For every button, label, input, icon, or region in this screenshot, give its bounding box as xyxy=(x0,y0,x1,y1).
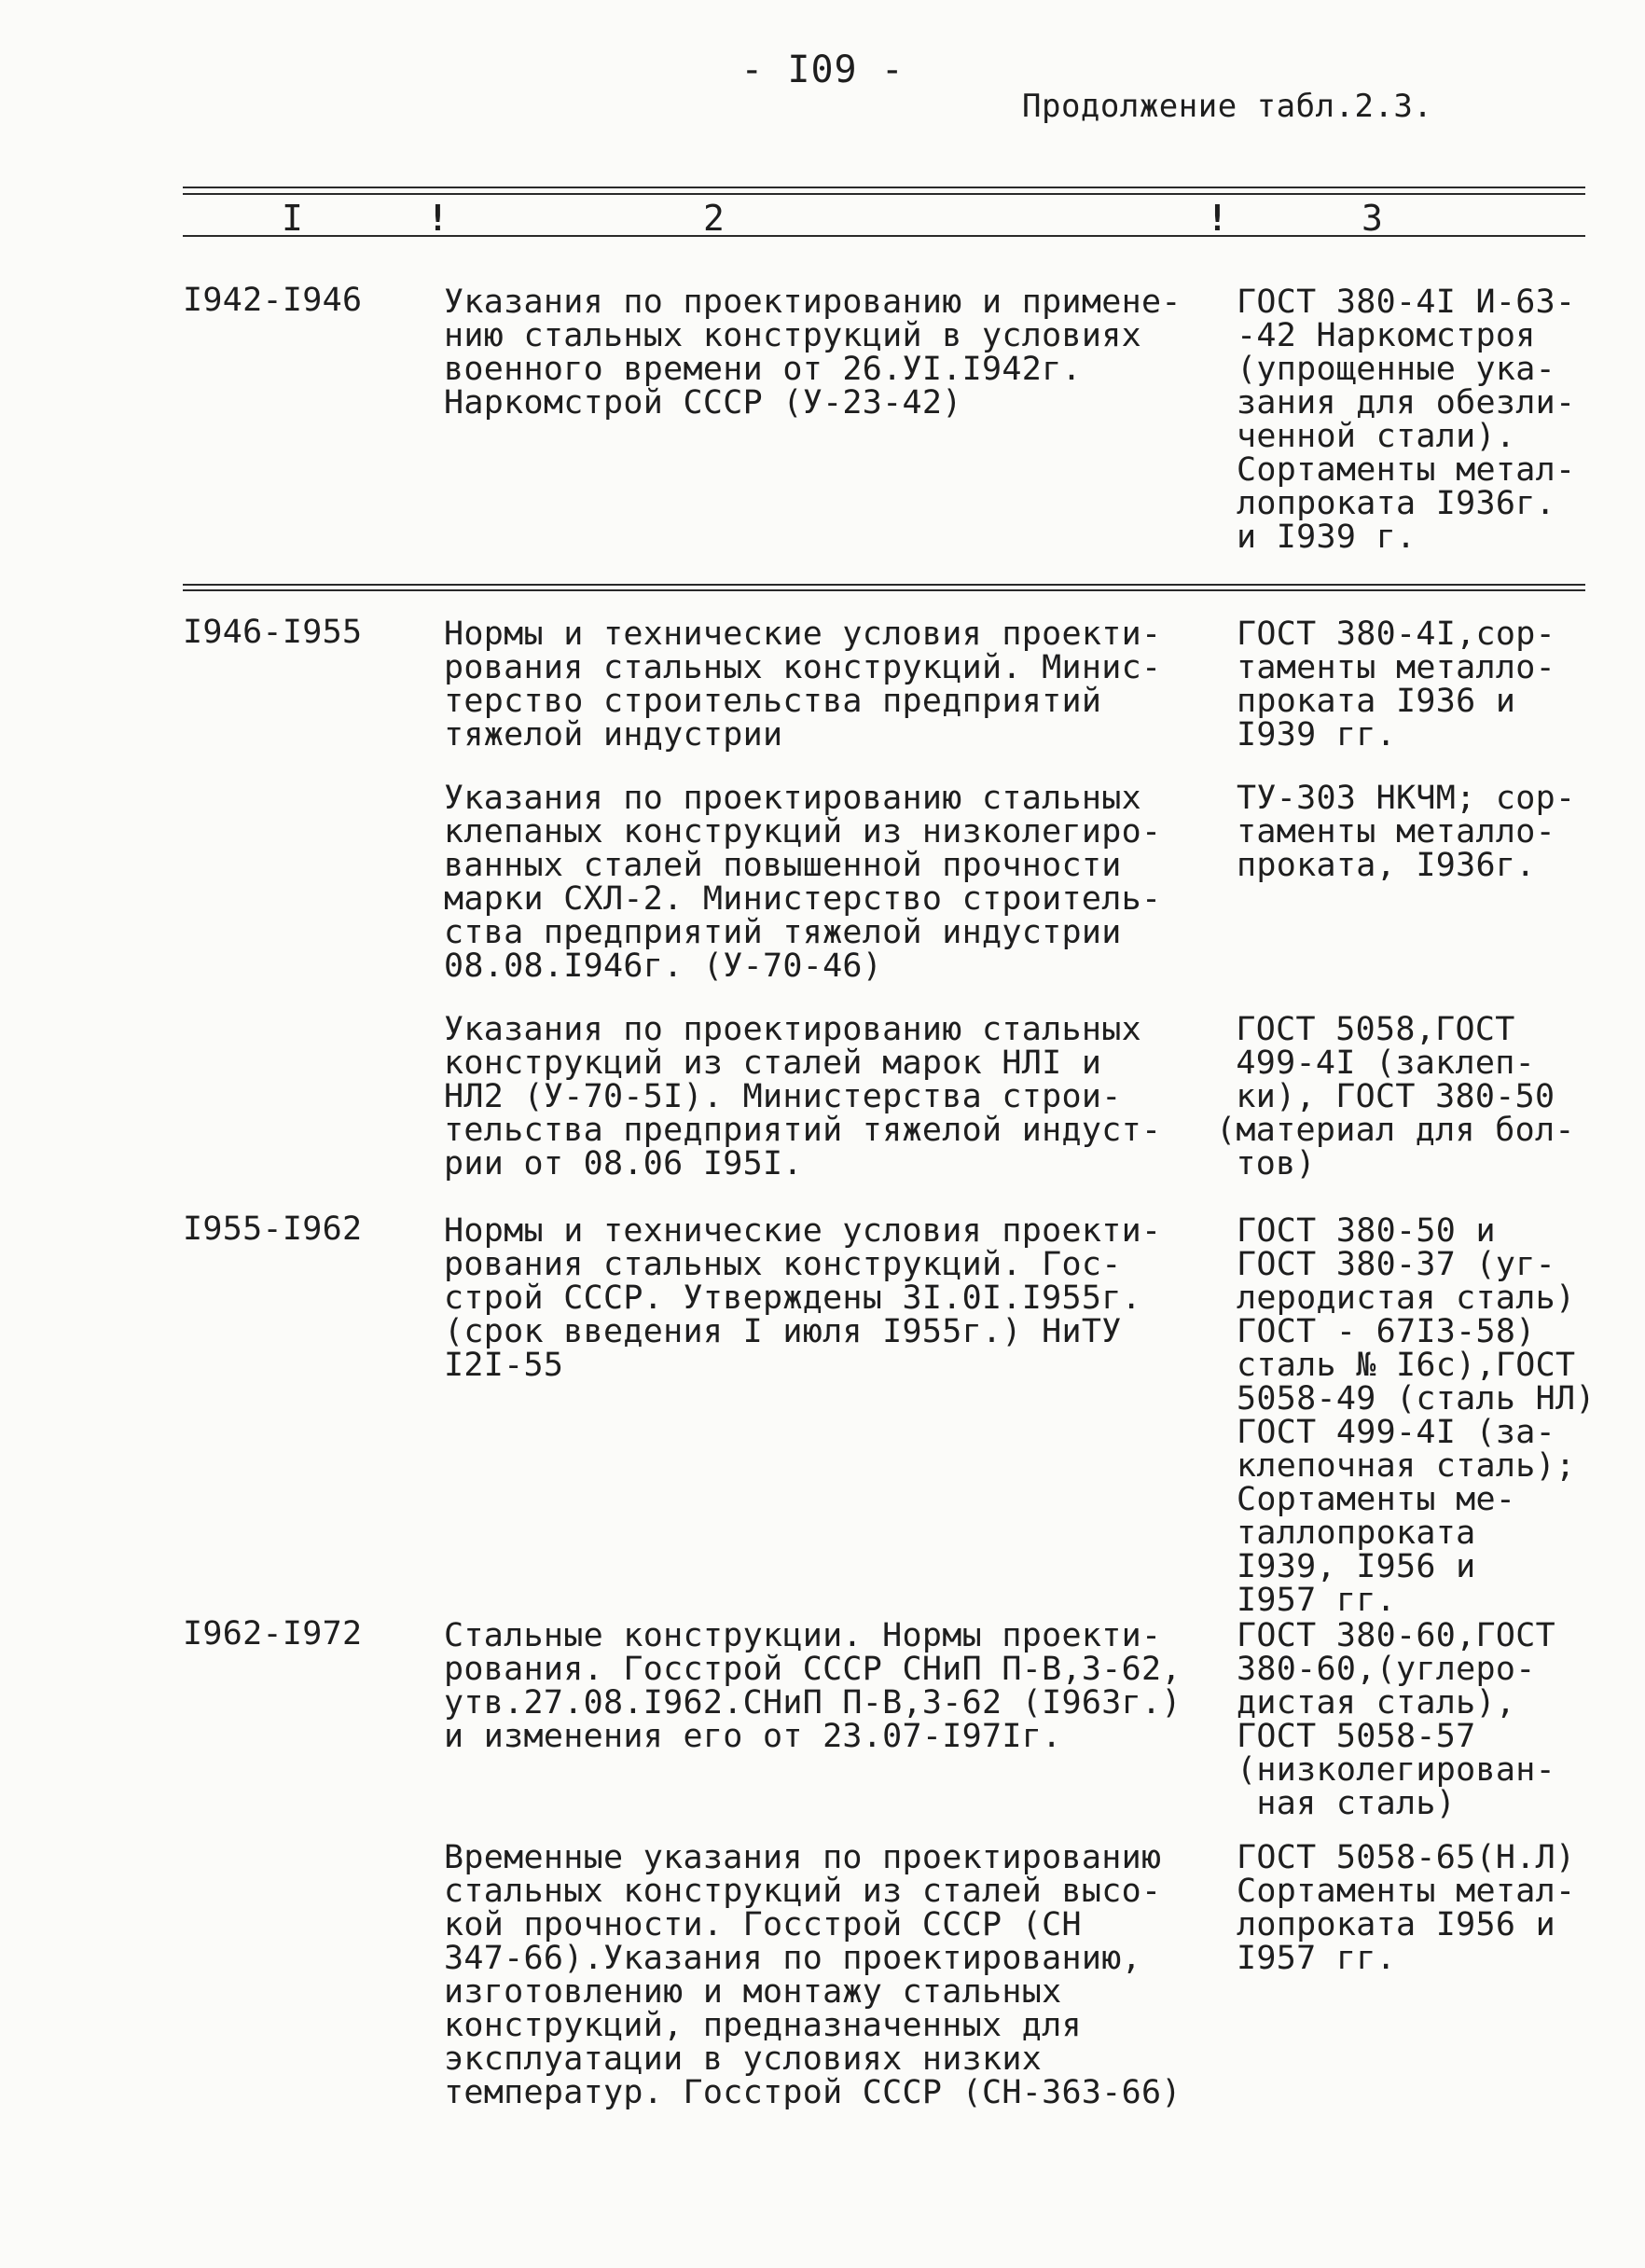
row-standards: ГОСТ 380-60,ГОСТ 380-60,(углеро- дистая сталь), ГОСТ 5058-57 (низколегирован- ная сталь) xyxy=(1237,1617,1555,1822)
row-period: I962-I972 xyxy=(183,1615,363,1653)
row-document: Временные указания по проектированию стальных конструкций из сталей высо- кой прочности. Госстрой СССР (СН 347-66).Указания по проектированию, изготовлению и монтажу стальных конструкций, предназначенных для эксплуатации в условиях низких температур. Госстрой СССР (СН-363-66) xyxy=(444,1839,1182,2111)
row-divider xyxy=(183,584,1585,586)
row-standards: ГОСТ 380-50 и ГОСТ 380-37 (уг- леродистая сталь) ГОСТ - 67I3-58) сталь № I6с),ГОСТ 5058-49 (сталь НЛ) ГОСТ 499-4I (за- клепочная сталь); Сортаменты ме- таллопроката I939, I956 и I957 гг. xyxy=(1237,1212,1596,1619)
row-document: Указания по проектированию стальных конструкций из сталей марок НЛI и НЛ2 (У-70-5I). Министерства строи- тельства предприятий тяжелой индуст- рии от 08.06 I95I. xyxy=(444,1011,1162,1182)
table-top-rule-second xyxy=(183,193,1585,195)
row-standards: ГОСТ 380-4I,сор- таменты металло- проката I936 и I939 гг. xyxy=(1237,615,1555,754)
row-standards: ГОСТ 380-4I И-63- -42 Наркомстроя (упрощенные ука- зания для обезли- ченной стали). Сортаменты метал- лопроката I936г. и I939 г. xyxy=(1237,284,1576,556)
column-header-3: 3 xyxy=(1362,198,1383,239)
table-continuation-caption: Продолжение табл.2.3. xyxy=(1022,88,1433,125)
column-separator: ! xyxy=(1207,198,1228,239)
row-document: Указания по проектированию стальных клепаных конструкций из низколегиро- ванных сталей повышенной прочности марки СХЛ-2. Министерство строитель- ства предприятий тяжелой индустрии 08.08.I946г. (У-70-46) xyxy=(444,780,1162,985)
column-header-2: 2 xyxy=(703,198,725,239)
column-separator: ! xyxy=(427,198,449,239)
row-document: Нормы и технические условия проекти- рования стальных конструкций. Гос- строй СССР. Утверждены 3I.0I.I955г. (срок введения I июля I955г.) НиТУ I2I-55 xyxy=(444,1212,1162,1384)
table-top-rule xyxy=(183,187,1585,188)
row-divider xyxy=(183,589,1585,591)
row-document: Стальные конструкции. Нормы проекти- рования. Госстрой СССР СНиП П-В,3-62, утв.27.08.I962.СНиП П-В,3-62 (I963г.) и изменения его от 23.07-I97Iг. xyxy=(444,1617,1182,1755)
column-header-1: I xyxy=(282,198,303,239)
row-period: I942-I946 xyxy=(183,282,363,319)
row-document: Нормы и технические условия проекти- рования стальных конструкций. Минис- терство строительства предприятий тяжелой индустрии xyxy=(444,615,1162,754)
row-standards: ГОСТ 5058-65(Н.Л) Сортаменты метал- лопроката I956 и I957 гг. xyxy=(1237,1839,1576,1977)
row-standards: ТУ-303 НКЧМ; сор- таменты металло- проката, I936г. xyxy=(1237,780,1576,884)
row-period: I946-I955 xyxy=(183,614,363,651)
row-standards: ГОСТ 5058,ГОСТ 499-4I (заклеп- ки), ГОСТ 380-50 (материал для бол- тов) xyxy=(1216,1011,1575,1182)
row-document: Указания по проектированию и примене- нию стальных конструкций в условиях военного времени от 26.УI.I942г. Наркомстрой СССР (У-23-42) xyxy=(444,284,1182,422)
page-number: - I09 - xyxy=(740,48,905,91)
table-header-bottom-rule xyxy=(183,235,1585,237)
table-header-row xyxy=(183,198,1585,239)
row-period: I955-I962 xyxy=(183,1210,363,1248)
